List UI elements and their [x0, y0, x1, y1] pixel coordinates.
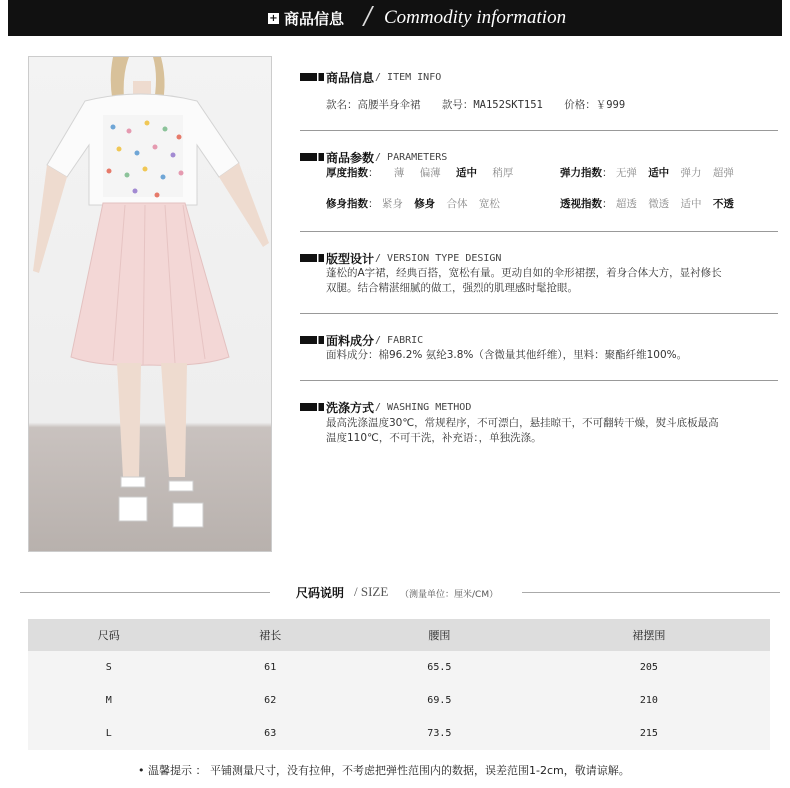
table-cell: 62	[189, 684, 350, 717]
table-row	[28, 717, 770, 750]
table-cell: 215	[528, 717, 770, 750]
banner-title-cn: 商品信息	[284, 10, 345, 28]
model-illustration	[29, 57, 272, 552]
section-marker-icon	[300, 73, 324, 81]
table-row	[28, 684, 770, 717]
washing-text-line2: 温度110℃，不可干洗，补充语：，单独洗涤。	[326, 432, 542, 444]
param-thickness: 厚度指数： 薄 偏薄 适中 稍厚	[326, 167, 514, 179]
washing-heading	[300, 399, 471, 415]
washing-text-line1: 最高洗涤温度30℃，常规程序，不可漂白，悬挂晾干，不可翻转干燥，熨斗底板最高	[326, 417, 719, 429]
section-divider	[300, 380, 778, 381]
param-sheer: 透视指数： 超透 微透 适中 不透	[560, 198, 734, 210]
parameters-heading	[300, 149, 447, 165]
column-header: 裙长	[189, 619, 350, 651]
item-price-label: 价格：	[564, 99, 596, 111]
version-text-line1: 蓬松的A字裙，经典百搭，宽松有量。更动自如的伞形裙摆，着身合体大方，显衬修长	[326, 267, 722, 279]
product-photo	[28, 56, 272, 552]
table-cell: L	[28, 717, 189, 750]
section-title: 面料成分	[326, 333, 375, 348]
section-marker-icon	[300, 153, 324, 161]
section-title-en: / WASHING METHOD	[375, 401, 472, 413]
plus-icon: +	[269, 13, 278, 24]
param-label: 弹力指数	[560, 167, 602, 179]
param-option: 宽松	[478, 198, 500, 210]
item-code-label: 款号：	[441, 99, 474, 111]
section-title: 商品参数	[326, 150, 375, 165]
item-price: ￥999	[595, 99, 626, 111]
table-cell: 61	[189, 651, 350, 684]
table-cell: 69.5	[351, 684, 528, 717]
item-info-row	[326, 98, 625, 113]
column-header: 裙摆围	[528, 619, 770, 651]
column-header: 尺码	[28, 619, 189, 651]
param-label: 修身指数	[326, 198, 368, 210]
section-divider	[300, 231, 778, 232]
param-option-selected: 适中	[456, 167, 478, 179]
size-unit: （测量单位：厘米/CM）	[400, 590, 499, 600]
size-table	[28, 619, 770, 750]
size-divider-left	[20, 592, 270, 593]
param-option: 紧身	[381, 198, 403, 210]
param-option-selected: 不透	[712, 198, 734, 210]
banner-slash: /	[364, 2, 373, 30]
table-cell: 210	[528, 684, 770, 717]
param-option: 超透	[615, 198, 637, 210]
table-cell: M	[28, 684, 189, 717]
section-marker-icon	[300, 336, 324, 344]
param-label: 厚度指数	[326, 167, 368, 179]
header-banner	[8, 0, 782, 36]
item-code: MA152SKT151	[473, 99, 543, 111]
param-option: 合体	[446, 198, 468, 210]
section-divider	[300, 130, 778, 131]
param-option: 薄	[393, 167, 405, 179]
fabric-text: 面料成分：棉96.2% 氨纶3.8%（含微量其他纤维），里料：聚酯纤维100%。	[326, 349, 688, 361]
column-header: 腰围	[351, 619, 528, 651]
param-option-selected: 适中	[648, 167, 670, 179]
item-name: 高腰半身伞裙	[357, 99, 421, 111]
version-heading	[300, 250, 501, 266]
section-marker-icon	[300, 403, 324, 411]
table-cell: 205	[528, 651, 770, 684]
item-info-heading	[300, 69, 441, 85]
param-option: 弹力	[680, 167, 702, 179]
size-divider-right	[522, 592, 780, 593]
param-elasticity: 弹力指数： 无弹 适中 弹力 超弹	[560, 167, 734, 179]
param-option-selected: 修身	[414, 198, 436, 210]
section-title-en: / FABRIC	[375, 334, 424, 346]
param-label: 透视指数	[560, 198, 602, 210]
item-name-label: 款名：	[326, 99, 358, 111]
table-cell: 73.5	[351, 717, 528, 750]
table-cell: 65.5	[351, 651, 528, 684]
param-option: 超弹	[712, 167, 734, 179]
version-text-line2: 双腿。结合精湛细腻的做工，强烈的肌理感时髦抢眼。	[326, 282, 578, 294]
section-title-en: / PARAMETERS	[375, 151, 448, 163]
size-title-en: / SIZE	[354, 584, 389, 599]
param-option: 稍厚	[492, 167, 514, 179]
section-divider	[300, 313, 778, 314]
section-title: 商品信息	[326, 70, 375, 85]
param-option: 偏薄	[419, 167, 441, 179]
section-title: 洗涤方式	[326, 400, 375, 415]
table-row	[28, 651, 770, 684]
size-tip: • 温馨提示 ： 平铺测量尺寸，没有拉伸，不考虑把弹性范围内的数据，误差范围1-2cm，敬请谅解。	[138, 764, 630, 777]
section-title-en: / ITEM INFO	[375, 71, 442, 83]
size-title: 尺码说明	[296, 586, 345, 600]
param-fit: 修身指数： 紧身 修身 合体 宽松	[326, 198, 500, 210]
param-option: 适中	[680, 198, 702, 210]
table-cell: 63	[189, 717, 350, 750]
fabric-heading	[300, 332, 423, 348]
section-title: 版型设计	[326, 251, 375, 266]
banner-title-en: Commodity information	[384, 7, 567, 28]
param-option: 微透	[648, 198, 670, 210]
section-title-en: / VERSION TYPE DESIGN	[375, 252, 502, 264]
table-cell: S	[28, 651, 189, 684]
size-table-header	[28, 619, 770, 651]
section-marker-icon	[300, 254, 324, 262]
param-option: 无弹	[615, 167, 637, 179]
